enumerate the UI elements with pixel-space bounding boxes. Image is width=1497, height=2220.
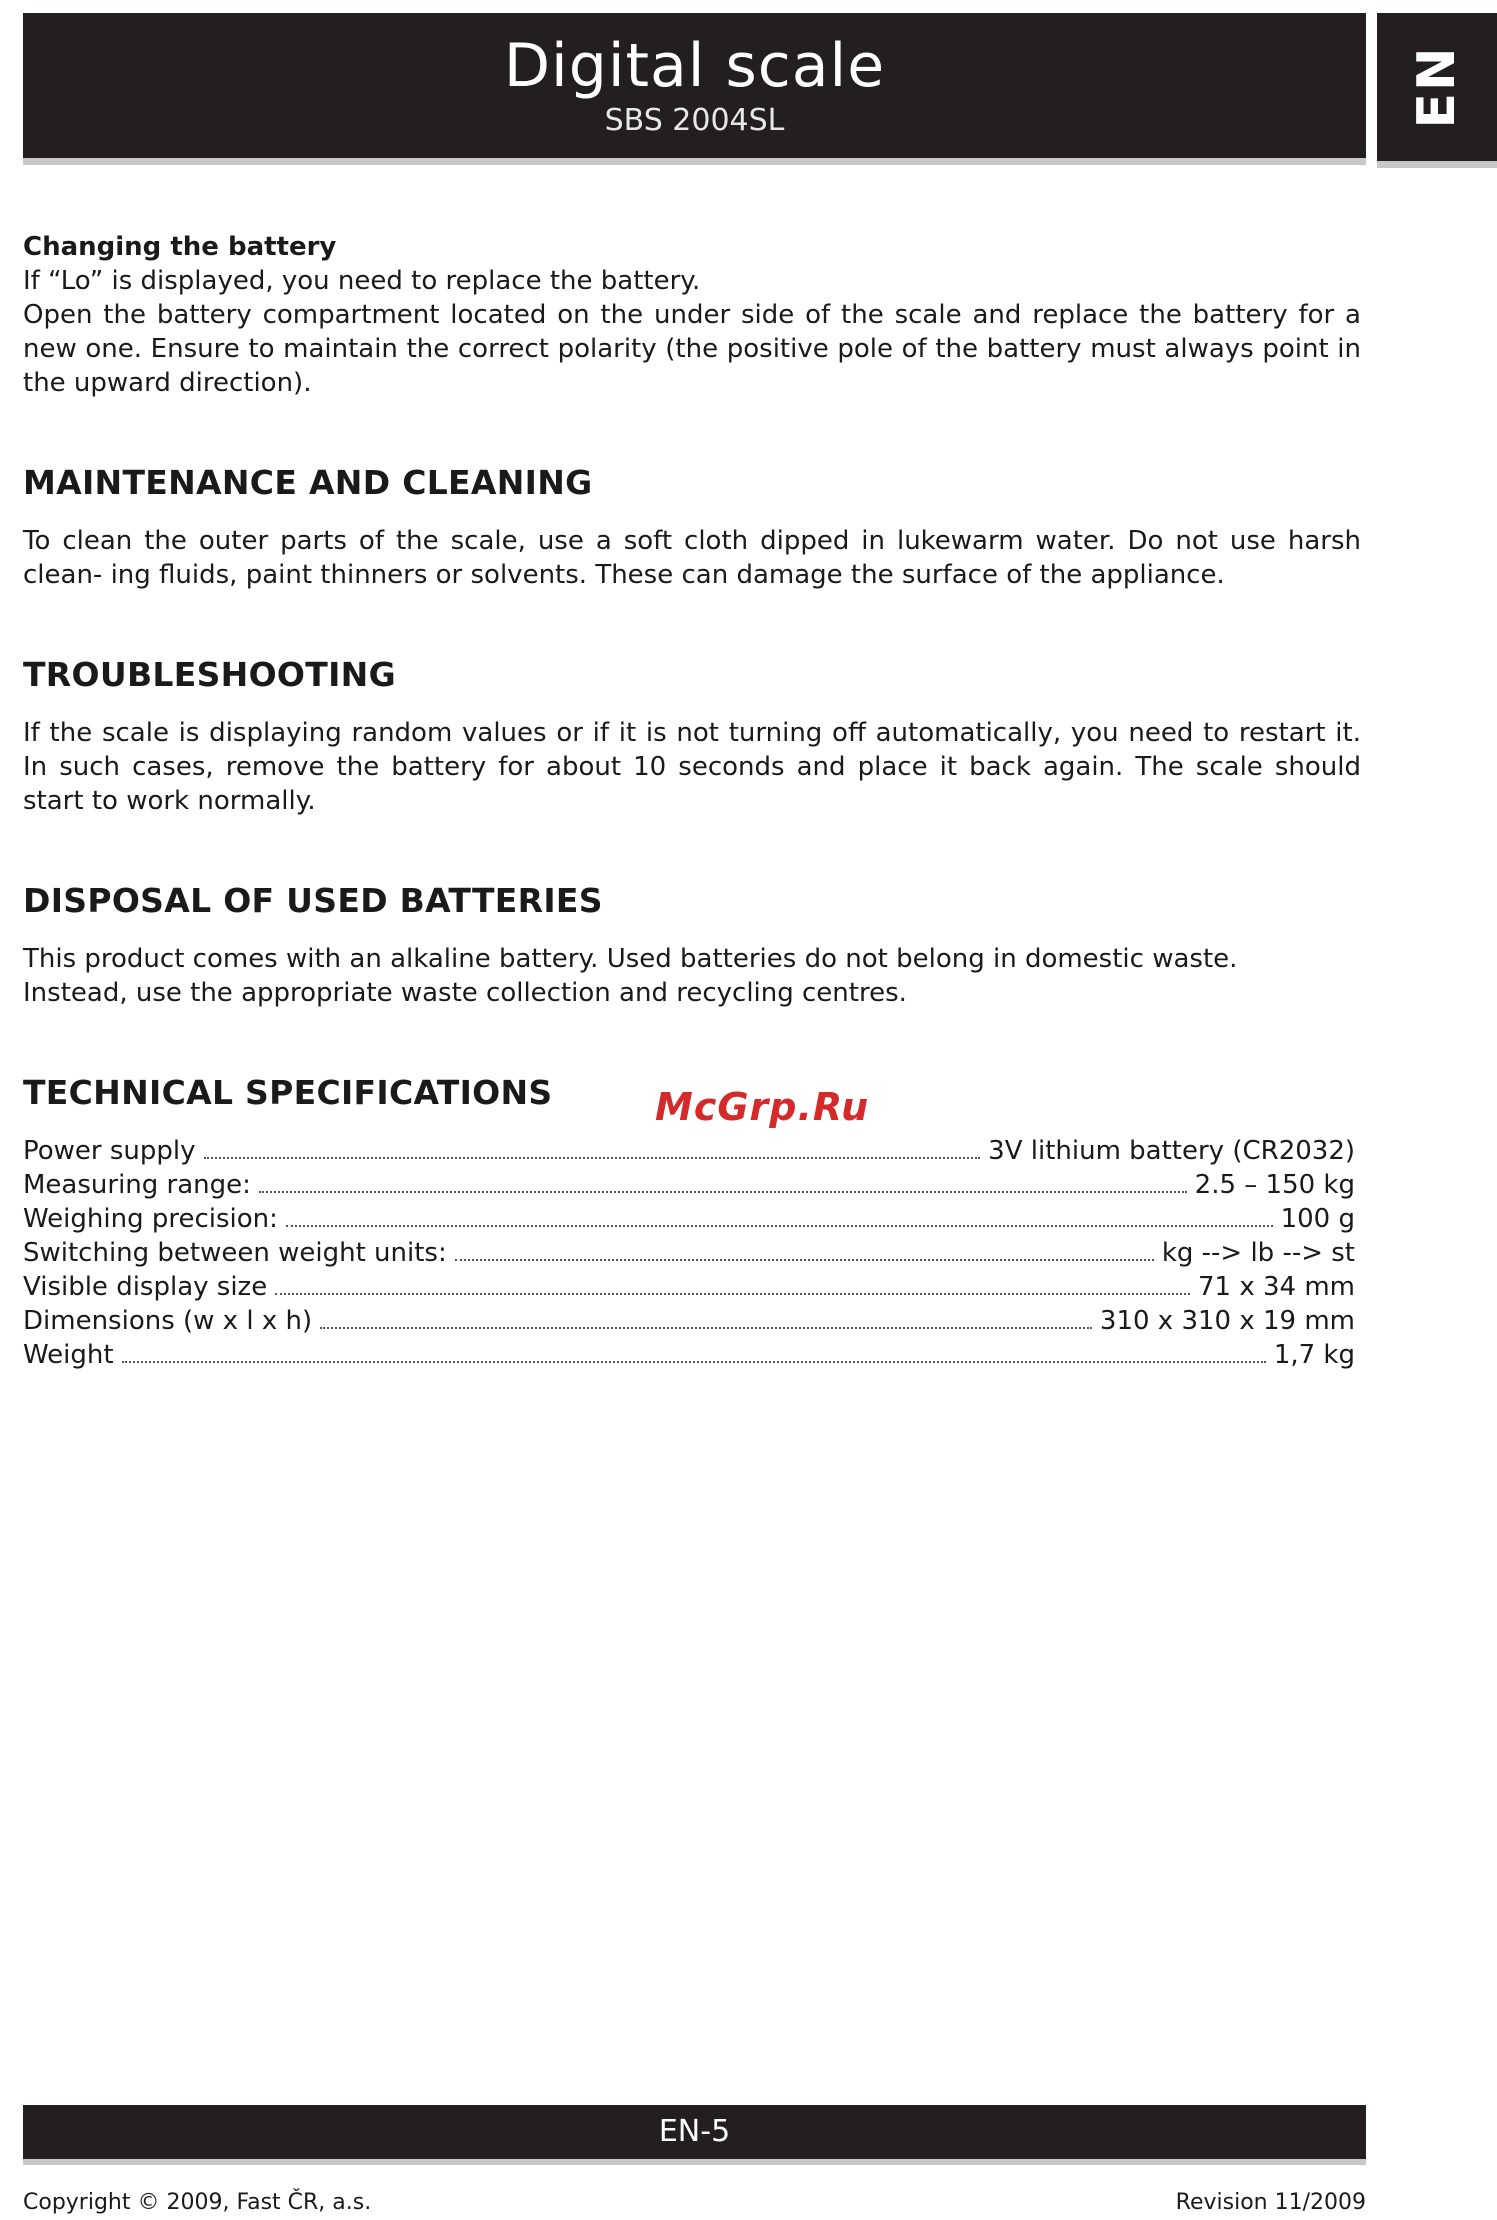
spec-row bbox=[23, 1134, 1355, 1168]
footer-bar bbox=[23, 2105, 1366, 2159]
spec-label: Dimensions (w x l x h) bbox=[23, 1306, 313, 1336]
maintenance-text: To clean the outer parts of the scale, use a soft cloth dipped in lukewarm water. Do not use harsh clean- ing fluids, paint thinners or solvents. These can damage the surface of the appliance. bbox=[23, 526, 1361, 590]
spec-value: 1,7 kg bbox=[1273, 1340, 1355, 1370]
troubleshooting-text: If the scale is displaying random values or if it is not turning off automatically, you need to restart it. In such cases, remove the battery for about 10 seconds and place it back again. The scale should start to work normally. bbox=[23, 718, 1361, 816]
leader-dots bbox=[204, 1157, 981, 1159]
specs-heading: TECHNICAL SPECIFICATIONS bbox=[23, 1073, 553, 1112]
battery-line-2: Open the battery compartment located on the under side of the scale and replace the battery for a new one. Ensure to maintain the correct polarity (the positive pole of the battery must always point in the upward direction). bbox=[23, 300, 1361, 398]
spec-label: Weight bbox=[23, 1340, 114, 1370]
battery-line-1: If “Lo” is displayed, you need to replace the battery. bbox=[23, 266, 701, 296]
leader-dots bbox=[122, 1361, 1266, 1363]
disposal-line-1: This product comes with an alkaline battery. Used batteries do not belong in domestic waste. bbox=[23, 944, 1238, 974]
revision-text: Revision 11/2009 bbox=[1175, 2190, 1366, 2215]
leader-dots bbox=[286, 1225, 1273, 1227]
spec-value: 100 g bbox=[1280, 1204, 1355, 1234]
disposal-line-2: Instead, use the appropriate waste collection and recycling centres. bbox=[23, 978, 907, 1008]
specs-list bbox=[23, 1134, 1361, 1372]
spec-label: Measuring range: bbox=[23, 1170, 251, 1200]
leader-dots bbox=[320, 1327, 1092, 1329]
language-tab bbox=[1377, 13, 1497, 161]
maintenance-heading: MAINTENANCE AND CLEANING bbox=[23, 463, 593, 502]
page-content bbox=[23, 230, 1361, 1372]
page-header bbox=[23, 13, 1366, 158]
troubleshooting-heading: TROUBLESHOOTING bbox=[23, 655, 396, 694]
page-number: EN-5 bbox=[658, 2114, 731, 2149]
spec-row bbox=[23, 1304, 1355, 1338]
watermark-text: McGrp.Ru bbox=[655, 1085, 870, 1129]
copyright-text: Copyright © 2009, Fast ČR, a.s. bbox=[23, 2190, 372, 2215]
battery-heading: Changing the battery bbox=[23, 232, 337, 262]
language-label: EN bbox=[1407, 45, 1467, 129]
spec-label: Power supply bbox=[23, 1136, 196, 1166]
spec-row bbox=[23, 1236, 1355, 1270]
spec-label: Weighing precision: bbox=[23, 1204, 278, 1234]
spec-row bbox=[23, 1338, 1355, 1372]
model-number: SBS 2004SL bbox=[604, 103, 785, 138]
leader-dots bbox=[275, 1293, 1190, 1295]
leader-dots bbox=[455, 1259, 1154, 1261]
spec-value: 3V lithium battery (CR2032) bbox=[988, 1136, 1355, 1166]
spec-value: kg --> lb --> st bbox=[1161, 1238, 1355, 1268]
leader-dots bbox=[259, 1191, 1187, 1193]
spec-label: Switching between weight units: bbox=[23, 1238, 447, 1268]
spec-row bbox=[23, 1168, 1355, 1202]
spec-row bbox=[23, 1270, 1355, 1304]
spec-value: 2.5 – 150 kg bbox=[1194, 1170, 1355, 1200]
document-title: Digital scale bbox=[503, 31, 886, 101]
spec-label: Visible display size bbox=[23, 1272, 268, 1302]
spec-row bbox=[23, 1202, 1355, 1236]
spec-value: 310 x 310 x 19 mm bbox=[1099, 1306, 1355, 1336]
disposal-heading: DISPOSAL OF USED BATTERIES bbox=[23, 881, 603, 920]
spec-value: 71 x 34 mm bbox=[1197, 1272, 1355, 1302]
